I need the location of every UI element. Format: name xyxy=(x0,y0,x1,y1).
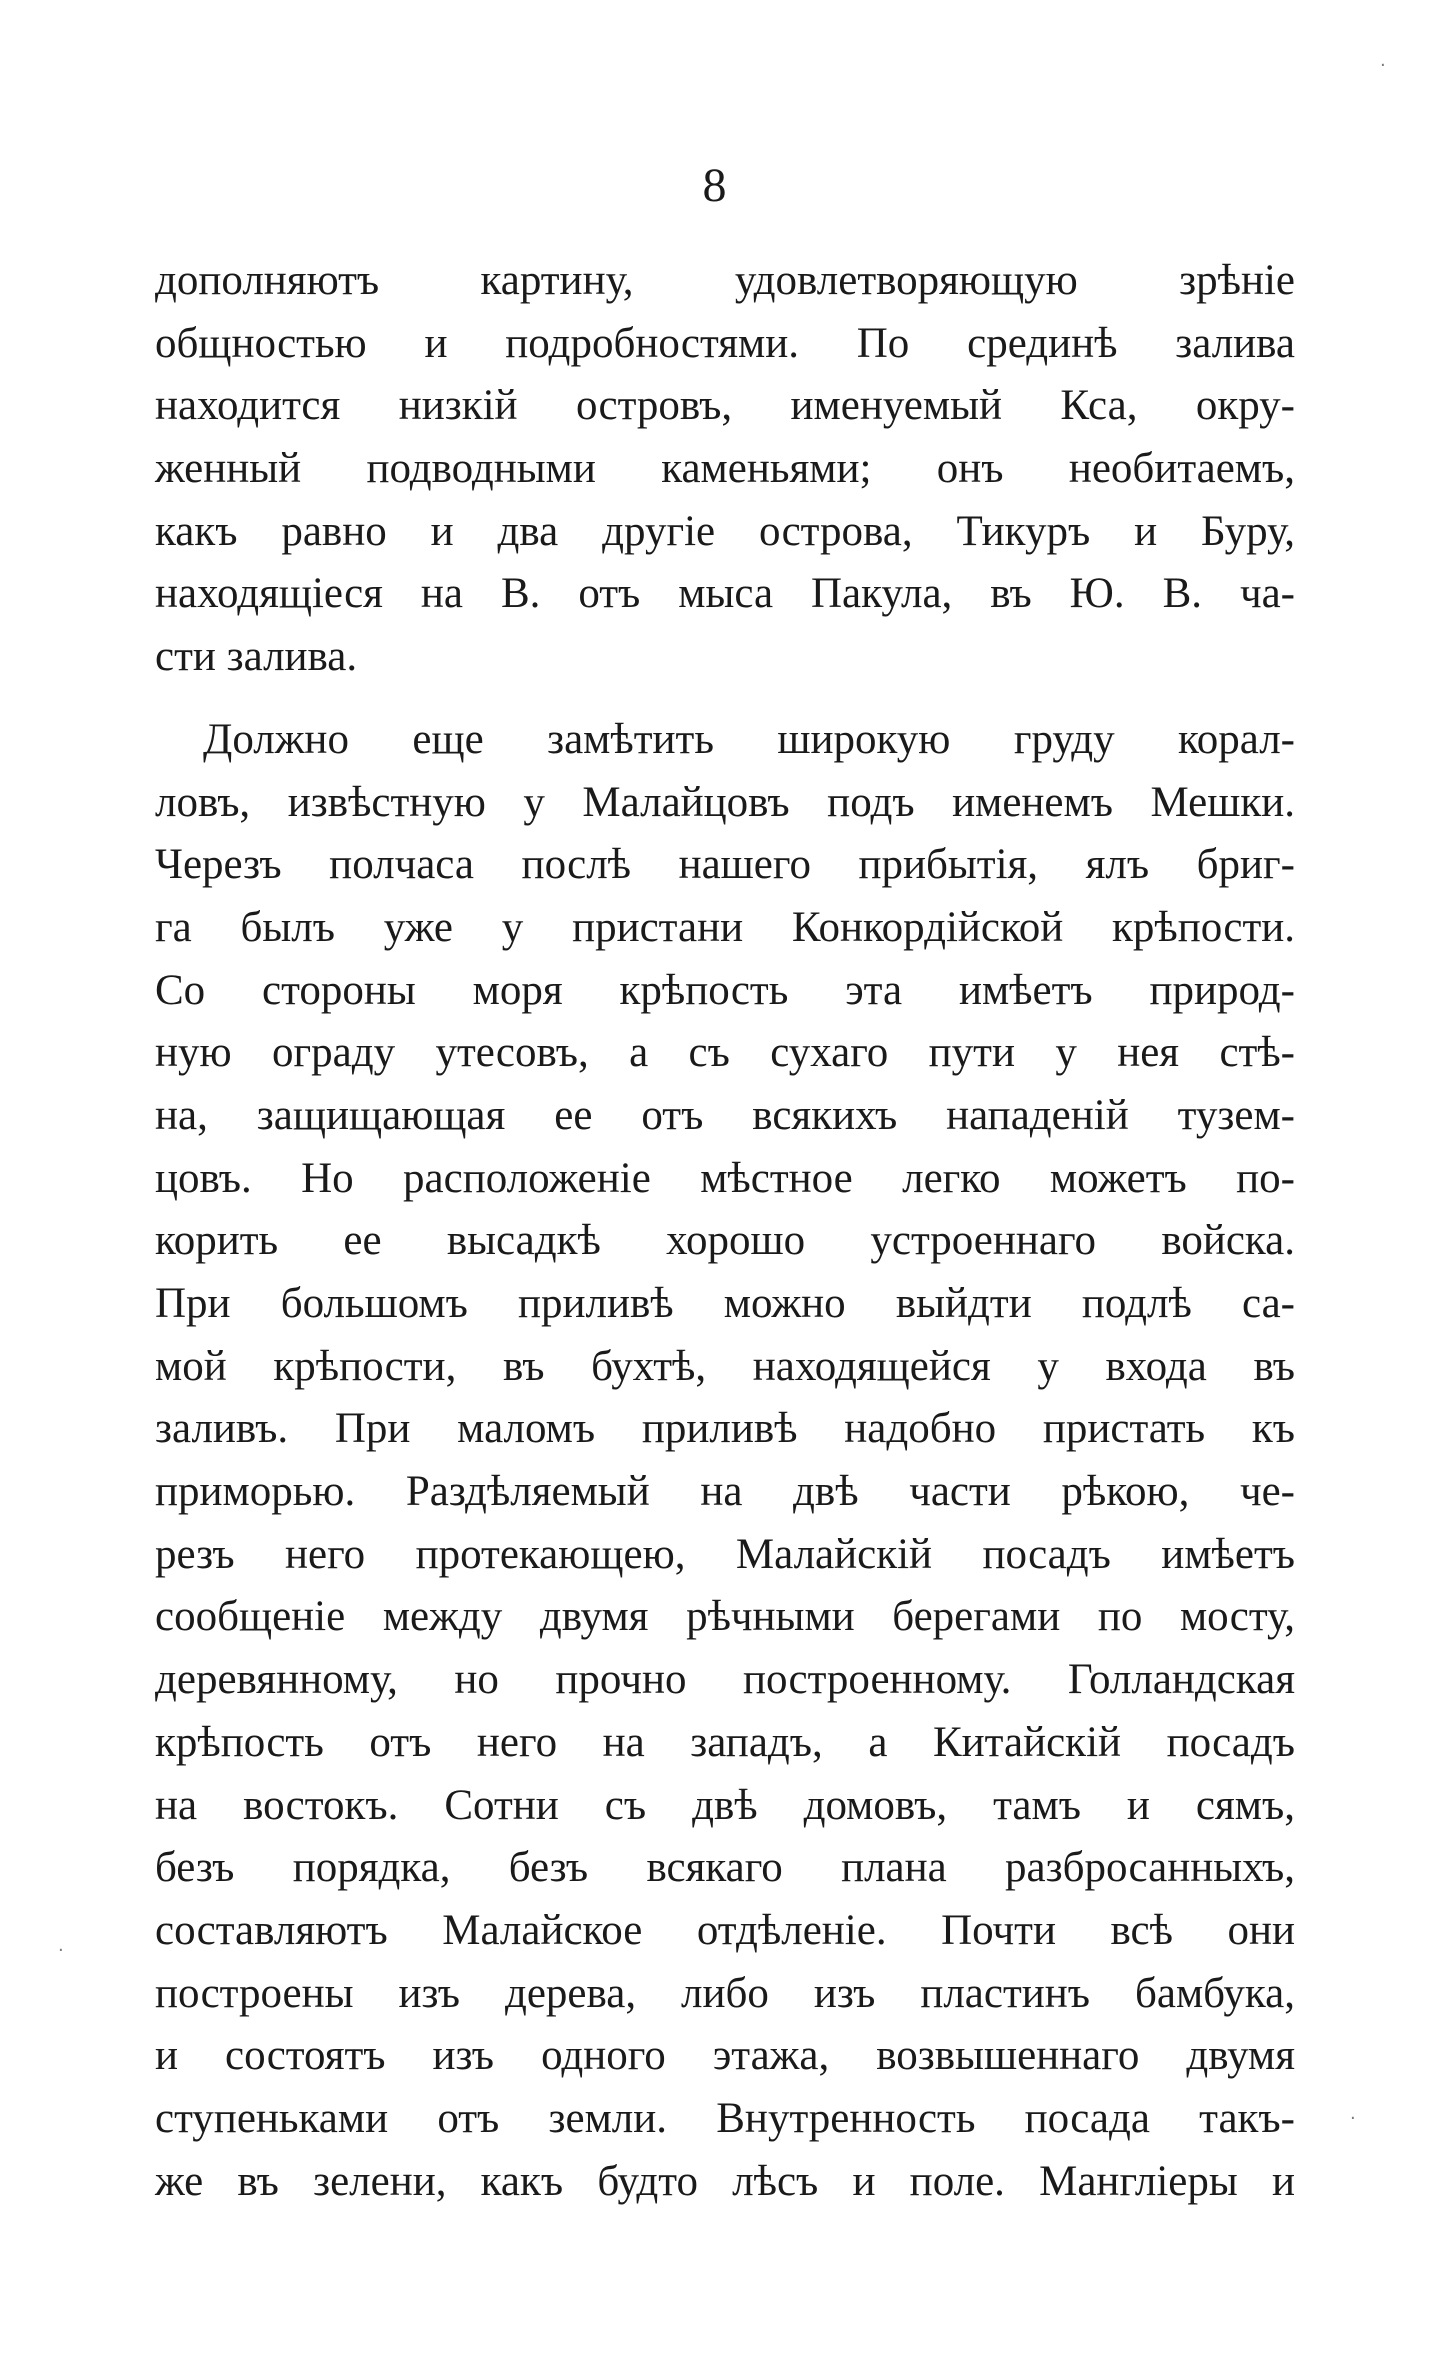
text-line: корить ее высадкѣ хорошо устроеннаго войска. xyxy=(155,1217,1295,1265)
text-line: женный подводными каменьями; онъ необитаемъ, xyxy=(155,445,1295,493)
text-line: на востокъ. Сотни съ двѣ домовъ, тамъ и сямъ, xyxy=(155,1781,1295,1829)
text-line: дополняютъ картину, удовлетворяющую зрѣніе xyxy=(155,257,1295,304)
text-line: и состоятъ изъ одного этажа, возвышеннаго двумя xyxy=(155,2032,1295,2080)
text-line: При большомъ приливѣ можно выйдти подлѣ са- xyxy=(155,1280,1295,1327)
text-line: приморью. Раздѣляемый на двѣ части рѣкою, че- xyxy=(155,1468,1295,1516)
text-line: ную ограду утесовъ, а съ сухаго пути у нея стѣ- xyxy=(155,1029,1295,1077)
text-line: крѣпость отъ него на западъ, а Китайскій посадъ xyxy=(155,1718,1295,1766)
text-line: Должно еще замѣтить широкую груду корал- xyxy=(203,715,1295,763)
text-line: ступеньками отъ земли. Внутренность посада такъ- xyxy=(155,2094,1295,2142)
text-line: построены изъ дерева, либо изъ пластинъ бамбука, xyxy=(155,1969,1295,2017)
text-line: на, защищающая ее отъ всякихъ нападеній тузем- xyxy=(155,1091,1295,1139)
body-text xyxy=(155,250,1295,2213)
text-line: сообщеніе между двумя рѣчными берегами по мосту, xyxy=(155,1593,1295,1641)
scan-speck: · xyxy=(1380,55,1386,76)
page-number: 8 xyxy=(702,159,727,212)
text-line: заливъ. При маломъ приливѣ надобно пристать къ xyxy=(155,1405,1295,1453)
text-line: Черезъ полчаса послѣ нашего прибытія, ялъ бриг- xyxy=(155,841,1295,889)
text-line: резъ него протекающею, Малайскій посадъ имѣетъ xyxy=(155,1530,1295,1578)
text-line: составляютъ Малайское отдѣленіе. Почти всѣ они xyxy=(155,1906,1295,1954)
paragraph-break xyxy=(155,689,1295,709)
text-line: какъ равно и два другіе острова, Тикуръ и Буру, xyxy=(155,507,1295,555)
scan-speck: · xyxy=(1350,2108,1356,2129)
text-line: ловъ, извѣстную у Малайцовъ подъ именемъ Мешки. xyxy=(155,778,1295,826)
text-line: деревянному, но прочно построенному. Голландская xyxy=(155,1656,1295,1704)
text-line: безъ порядка, безъ всякаго плана разбросанныхъ, xyxy=(155,1844,1295,1892)
text-line: Со стороны моря крѣпость эта имѣетъ природ- xyxy=(155,966,1295,1014)
scan-speck: · xyxy=(58,1940,64,1961)
text-line: сти залива. xyxy=(155,633,358,681)
text-line: же въ зелени, какъ будто лѣсъ и поле. Мангліеры и xyxy=(155,2157,1295,2205)
text-line: цовъ. Но расположеніе мѣстное легко можетъ по- xyxy=(155,1154,1295,1202)
text-line: находящіеся на В. отъ мыса Пакула, въ Ю. В. ча- xyxy=(155,570,1295,618)
text-line: га былъ уже у пристани Конкордійской крѣпости. xyxy=(155,903,1295,951)
text-line: мой крѣпости, въ бухтѣ, находящейся у входа въ xyxy=(155,1342,1295,1390)
text-line: находится низкій островъ, именуемый Кса, окру- xyxy=(155,382,1295,430)
text-line: общностью и подробностями. По срединѣ залива xyxy=(155,319,1295,367)
